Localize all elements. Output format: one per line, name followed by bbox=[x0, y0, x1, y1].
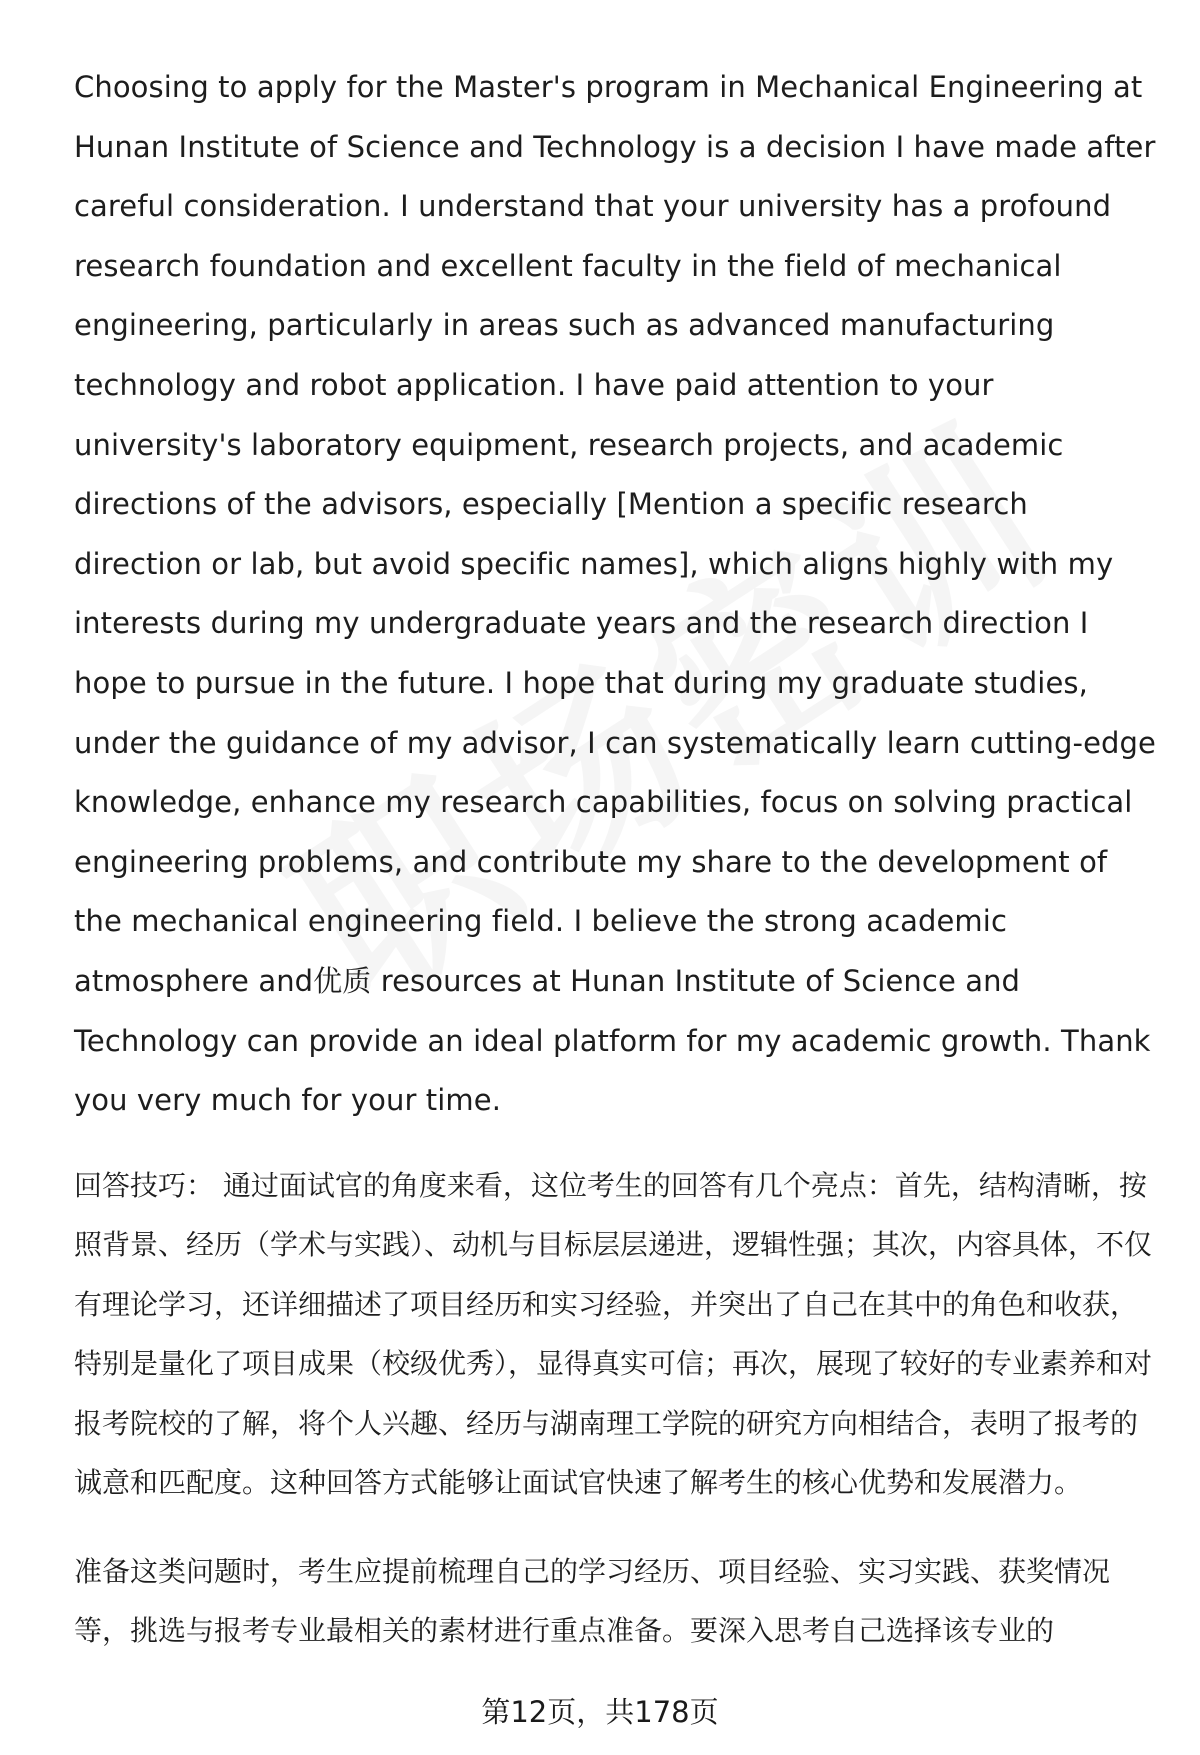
page-number: 第12页，共178页 bbox=[481, 1695, 719, 1729]
answer-tips-paragraph: 回答技巧： 通过面试官的角度来看，这位考生的回答有几个亮点：首先，结构清晰，按照背景、经历（学术与实践）、动机与目标层层递进，逻辑性强；其次，内容具体，不仅有理论学习，还详细描述了项目经历和实习经验，并突出了自己在其中的角色和收获，特别是量化了项目成果（校级优秀），显得真实可信；再次，展现了较好的专业素养和对报考院校的了解，将个人兴趣、经历与湖南理工学院的研究方向相结合，表明了报考的诚意和匹配度。这种回答方式能够让面试官快速了解考生的核心优势和发展潜力。 bbox=[74, 1168, 1153, 1500]
document-body bbox=[74, 58, 1164, 1661]
paragraph-spacer bbox=[74, 1131, 1164, 1156]
paragraph-spacer bbox=[74, 1513, 1164, 1542]
preparation-paragraph: 准备这类问题时，考生应提前梳理自己的学习经历、项目经验、实习实践、获奖情况等，挑选与报考专业最相关的素材进行重点准备。要深入思考自己选择该专业的 bbox=[74, 1554, 1111, 1648]
english-paragraph: Choosing to apply for the Master's program in Mechanical Engineering at Hunan Institute of Science and Technology is a decision I have made after careful consideration. I understand that your university has a profound research foundation and excellent faculty in the field of mechanical engineering, particularly in areas such as advanced manufacturing technology and robot application. I have paid attention to your university's laboratory equipment, research projects, and academic directions of the advisors, especially [Mention a specific research direction or lab, but avoid specific names], which aligns highly with my interests during my undergraduate years and the research direction I hope to pursue in the future. I hope that during my graduate studies, under the guidance of my advisor, I can systematically learn cutting-edge knowledge, enhance my research capabilities, focus on solving practical engineering problems, and contribute my share to the development of the mechanical engineering field. I believe the strong academic atmosphere and优质 resources at Hunan Institute of Science and Technology can provide an ideal platform for my academic growth. Thank you very much for your time. bbox=[74, 70, 1156, 1118]
